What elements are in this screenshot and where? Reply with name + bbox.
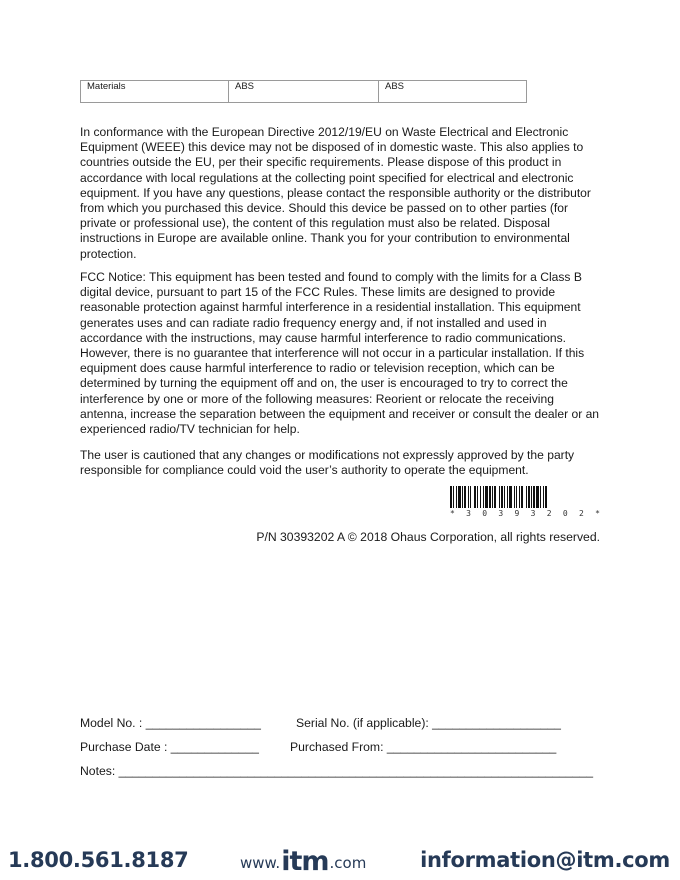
barcode-digit: 0 <box>562 509 568 518</box>
purchase-date-field[interactable]: Purchase Date : _____________ <box>80 740 259 754</box>
model-number-field[interactable]: Model No. : _________________ <box>80 716 261 730</box>
barcode <box>450 486 600 508</box>
barcode-digit: 3 <box>530 509 536 518</box>
materials-value-cell: ABS <box>229 81 379 103</box>
fcc-notice-paragraph: FCC Notice: This equipment has been tested and found to comply with the limits for a Class B digital device, pursuant to part 15 of the FCC Rules. These limits are designed to provide reasonable protection against harmful interference in a residential installation. This equipment generates uses and can radiate radio frequency energy and, if not installed and used in accordance with the instructions, may cause harmful interference to radio communications. However, there is no guarantee that interference will not occur in a particular installation. If this equipment does cause harmful interference to radio or television reception, which can be determined by turning the equipment off and on, the user is encouraged to try to correct the interference by one or more of the following measures: Reorient or relocate the receiving antenna, increase the separation between the equipment and receiver or consult the dealer or an experienced radio/TV technician for help. <box>80 270 600 437</box>
website-prefix: www. <box>240 854 281 872</box>
caution-paragraph: The user is cautioned that any changes or modifications not expressly approved by the party responsible for compliance could void the user’s authority to operate the equipment. <box>80 448 575 478</box>
notes-field[interactable]: Notes: ______________________________________________________________________ <box>80 764 594 778</box>
barcode-digit: * <box>595 509 600 518</box>
part-number: P/N 30393202 A © 2018 Ohaus Corporation, all rights reserved. <box>256 530 600 544</box>
footer-website[interactable] <box>240 846 367 877</box>
materials-value-cell: ABS <box>379 81 527 103</box>
materials-label-cell: Materials <box>81 81 229 103</box>
serial-number-field[interactable]: Serial No. (if applicable): ___________________ <box>296 716 561 730</box>
barcode-digit: 3 <box>466 509 471 518</box>
footer-email[interactable]: information@itm.com <box>420 848 670 872</box>
barcode-digit: 2 <box>546 509 552 518</box>
purchased-from-field[interactable]: Purchased From: _________________________ <box>290 740 557 754</box>
materials-table <box>80 80 527 103</box>
footer-phone[interactable]: 1.800.561.8187 <box>8 848 189 872</box>
barcode-digit: 2 <box>579 509 584 518</box>
table-row <box>81 81 527 103</box>
website-suffix: .com <box>329 854 367 872</box>
weee-paragraph: In conformance with the European Directive 2012/19/EU on Waste Electrical and Electronic Equipment (WEEE) this device may not be disposed of in domestic waste. This also applies to countries outside the EU, per their specific requirements. Please dispose of this product in accordance with local regulations at the collecting point specified for electrical and electronic equipment. If you have any questions, please contact the responsible authority or the distributor from which you purchased this device. Should this device be passed on to other parties (for private or professional use), the content of this regulation must also be related. Disposal instructions in Europe are available online. Thank you for your contribution to environmental protection. <box>80 125 591 261</box>
barcode-digit: 9 <box>514 509 520 518</box>
barcode-digit: 3 <box>498 509 504 518</box>
barcode-digit: 0 <box>482 509 488 518</box>
itm-logo: itm <box>281 846 329 877</box>
barcode-digits <box>450 509 600 518</box>
barcode-digit: * <box>450 509 455 518</box>
